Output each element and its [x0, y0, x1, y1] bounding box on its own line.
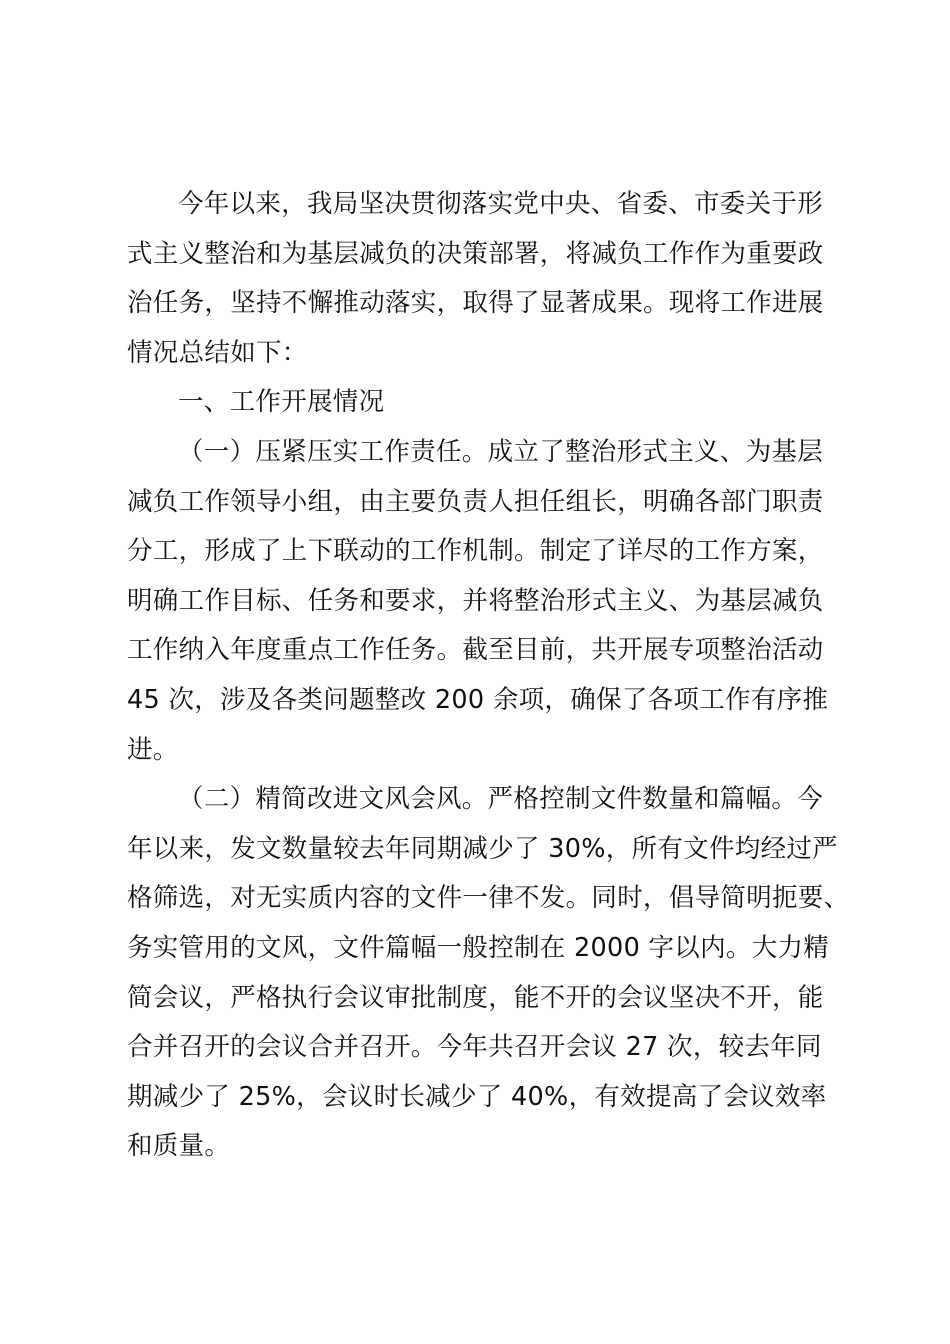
subsection-1-line-2: 减负工作领导小组，由主要负责人担任组长，明确各部门职责 — [127, 486, 824, 517]
paragraph-intro-line-2: 式主义整治和为基层减负的决策部署，将减负工作作为重要政 — [127, 238, 824, 269]
paragraph-intro-line-4: 情况总结如下： — [127, 337, 308, 368]
subsection-2-line-6: 合并召开的会议合并召开。今年共召开会议 27 次，较去年同 — [127, 1032, 822, 1063]
subsection-2-line-7: 期减少了 25%，会议时长减少了 40%，有效提高了会议效率 — [127, 1081, 827, 1112]
paragraph-intro-line-3: 治任务，坚持不懈推动落实，取得了显著成果。现将工作进展 — [127, 288, 824, 319]
subsection-1-line-5: 工作纳入年度重点工作任务。截至目前，共开展专项整治活动 — [127, 635, 824, 666]
document-body — [127, 180, 850, 1172]
subsection-2-line-5: 简会议，严格执行会议审批制度，能不开的会议坚决不开，能 — [127, 982, 824, 1013]
subsection-1-line-1: （一）压紧压实工作责任。成立了整治形式主义、为基层 — [178, 436, 824, 467]
subsection-2-line-4: 务实管用的文风，文件篇幅一般控制在 2000 字以内。大力精 — [127, 932, 830, 963]
subsection-2-line-2: 年以来，发文数量较去年同期减少了 30%，所有文件均经过严 — [127, 833, 838, 864]
subsection-2-line-8: 和质量。 — [127, 1131, 231, 1162]
subsection-1-line-6: 45 次，涉及各类问题整改 200 余项，确保了各项工作有序推 — [127, 684, 829, 715]
subsection-1-line-7: 进。 — [127, 734, 179, 765]
subsection-1-line-3: 分工，形成了上下联动的工作机制。制定了详尽的工作方案， — [127, 536, 824, 567]
subsection-2-line-1: （二）精简改进文风会风。严格控制文件数量和篇幅。今 — [178, 784, 824, 815]
subsection-2-line-3: 格筛选，对无实质内容的文件一律不发。同时，倡导简明扼要、 — [127, 883, 850, 914]
paragraph-intro-line-1: 今年以来，我局坚决贯彻落实党中央、省委、市委关于形 — [178, 189, 824, 219]
subsection-1-line-4: 明确工作目标、任务和要求，并将整治形式主义、为基层减负 — [127, 585, 824, 616]
section-heading-1: 一、工作开展情况 — [178, 387, 385, 418]
